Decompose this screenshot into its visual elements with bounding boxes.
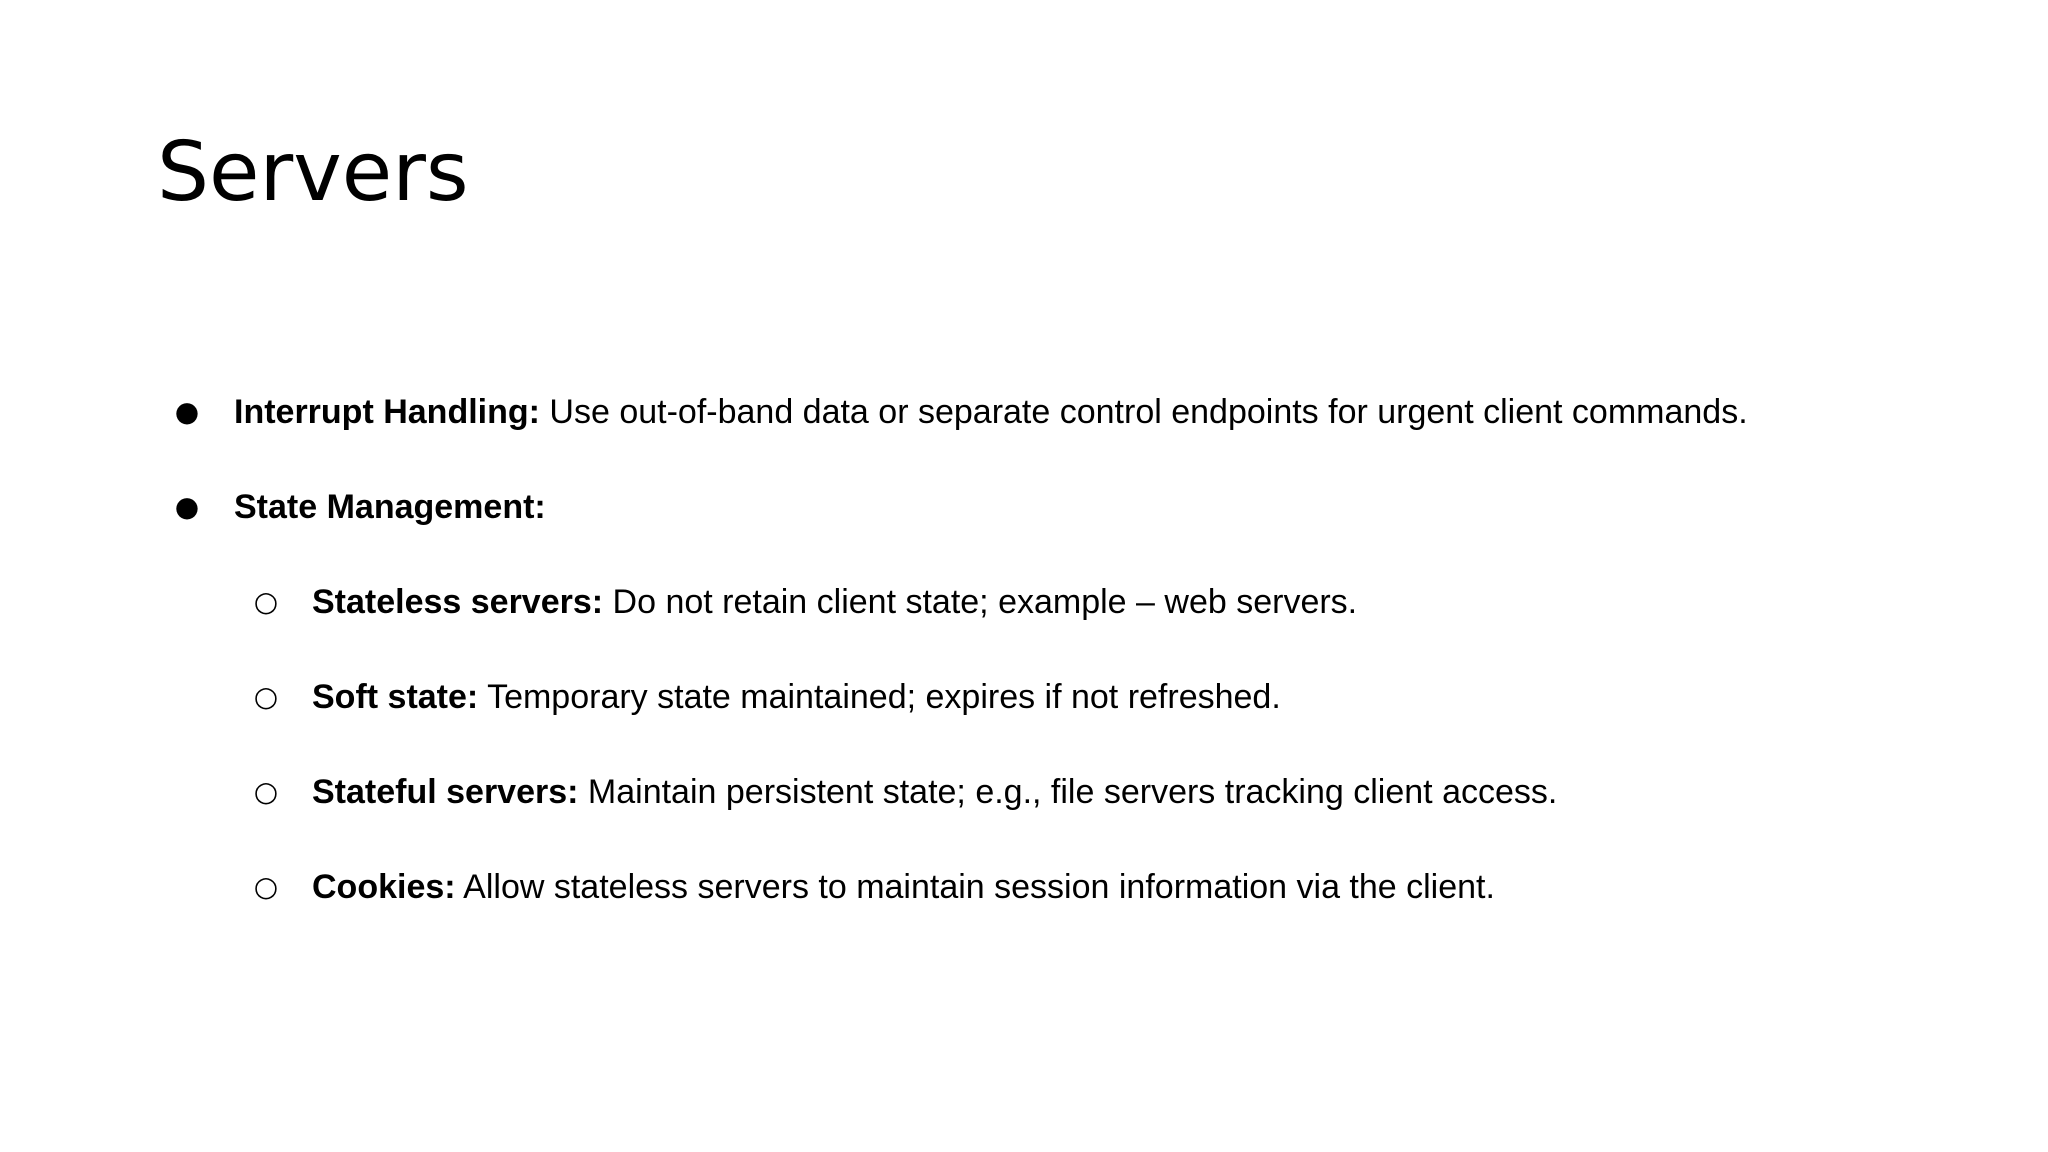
sub-bullet-description: Allow stateless servers to maintain session information via the client. <box>455 868 1495 906</box>
hollow-bullet-icon: ○ <box>253 680 279 713</box>
slide-title: Servers <box>157 125 469 220</box>
bullet-term: Interrupt Handling: <box>234 393 540 431</box>
filled-bullet-icon: ● <box>174 395 200 428</box>
sub-bullet-text <box>312 672 1281 722</box>
sub-bullet-text <box>312 862 1495 912</box>
sub-bullet-text <box>312 767 1557 817</box>
sub-bullet-description: Temporary state maintained; expires if not refreshed. <box>478 678 1281 716</box>
sub-bullet-term: Soft state: <box>312 678 479 716</box>
bullet-text <box>234 387 1748 437</box>
bullet-description: Use out-of-band data or separate control endpoints for urgent client commands. <box>539 393 1748 431</box>
bullet-interrupt-handling <box>0 387 2048 437</box>
sub-bullet-term: Stateless servers: <box>312 583 604 621</box>
sub-bullet-soft-state <box>0 672 2048 722</box>
sub-bullet-description: Do not retain client state; example – web servers. <box>603 583 1358 621</box>
bullet-state-management <box>0 482 2048 532</box>
sub-bullet-stateless-servers <box>0 577 2048 627</box>
sub-bullet-stateful-servers <box>0 767 2048 817</box>
sub-bullet-description: Maintain persistent state; e.g., file servers tracking client access. <box>578 773 1558 811</box>
sub-bullet-term: Stateful servers: <box>312 773 579 811</box>
sub-bullet-cookies <box>0 862 2048 912</box>
sub-bullet-term: Cookies: <box>312 868 456 906</box>
bullet-text <box>234 482 546 532</box>
hollow-bullet-icon: ○ <box>253 775 279 808</box>
hollow-bullet-icon: ○ <box>253 870 279 903</box>
sub-bullet-text <box>312 577 1357 627</box>
filled-bullet-icon: ● <box>174 490 200 523</box>
hollow-bullet-icon: ○ <box>253 585 279 618</box>
bullet-term: State Management: <box>234 488 546 526</box>
